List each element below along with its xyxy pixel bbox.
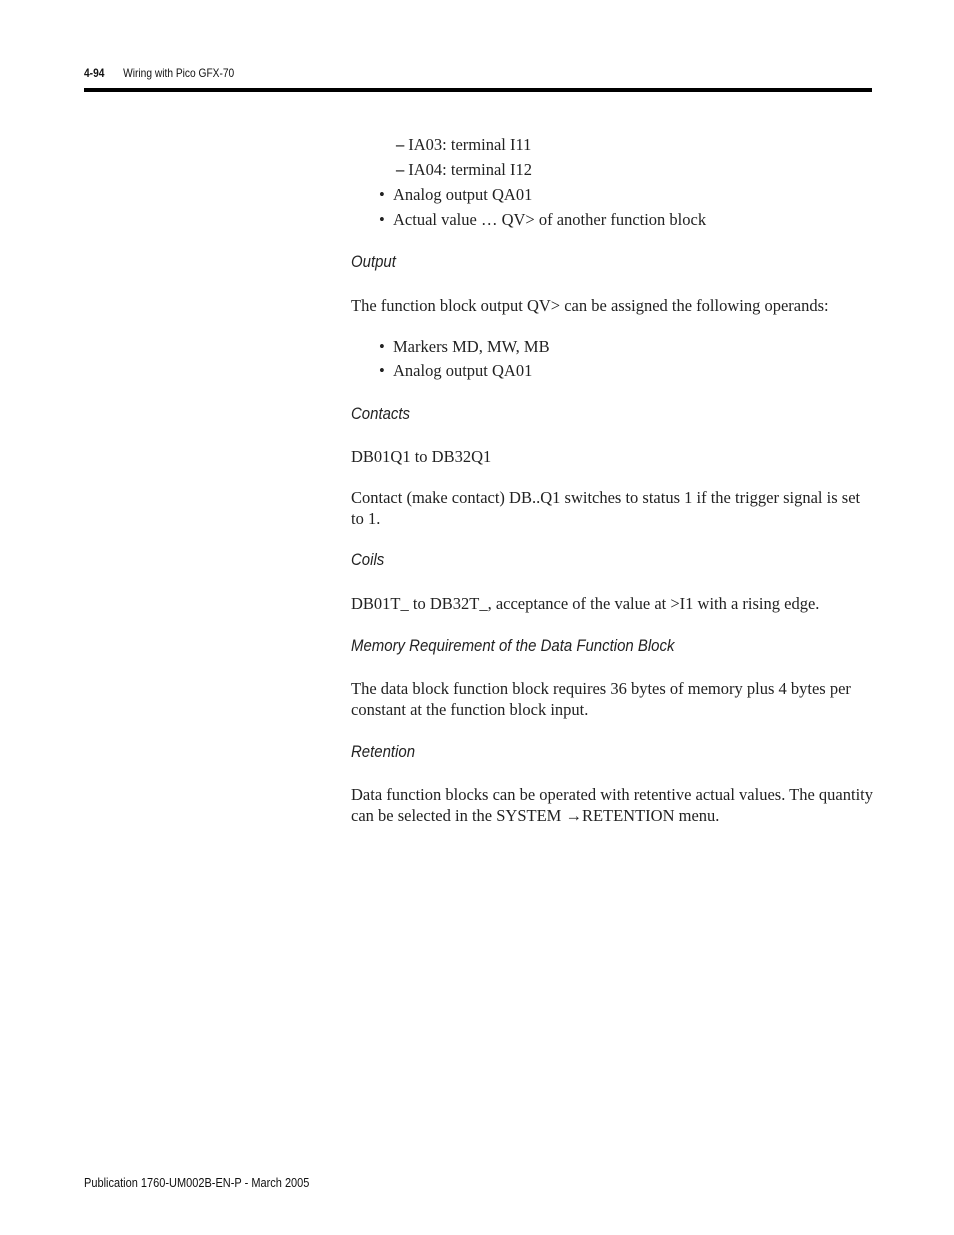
coils-paragraph: DB01T_ to DB32T_, acceptance of the value at >I1 with a rising edge. xyxy=(351,594,820,613)
section-heading-contacts: Contacts xyxy=(351,404,411,423)
page-footer: Publication 1760-UM002B-EN-P - March 2005 xyxy=(84,1176,310,1190)
retention-paragraph: Data function blocks can be operated with retentive actual values. The quantity can be selected in the SYSTEM →RETENTION menu. xyxy=(351,785,874,825)
list-item: • Analog output QA01 xyxy=(379,361,533,380)
list-item: • Markers MD, MW, MB xyxy=(379,337,550,356)
chapter-title: Wiring with Pico GFX-70 xyxy=(123,66,235,80)
section-heading-output: Output xyxy=(351,252,396,271)
dash-item: – IA03: terminal I11 xyxy=(396,135,532,154)
list-item: • Actual value … QV> of another function block xyxy=(379,210,707,229)
page-number: 4-94 xyxy=(84,66,105,80)
output-paragraph: The function block output QV> can be assigned the following operands: xyxy=(351,296,829,315)
page-header xyxy=(84,66,234,80)
memory-paragraph: The data block function block requires 36 bytes of memory plus 4 bytes per constant at the function block input. xyxy=(351,679,851,719)
contacts-range: DB01Q1 to DB32Q1 xyxy=(351,447,492,466)
contacts-paragraph: Contact (make contact) DB..Q1 switches to status 1 if the trigger signal is set to 1. xyxy=(351,488,861,528)
section-heading-coils: Coils xyxy=(351,550,385,569)
dash-item: – IA04: terminal I12 xyxy=(396,160,532,179)
header-rule xyxy=(84,88,872,92)
section-heading-memory: Memory Requirement of the Data Function Block xyxy=(351,636,675,655)
list-item: • Analog output QA01 xyxy=(379,185,533,204)
section-heading-retention: Retention xyxy=(351,742,416,761)
